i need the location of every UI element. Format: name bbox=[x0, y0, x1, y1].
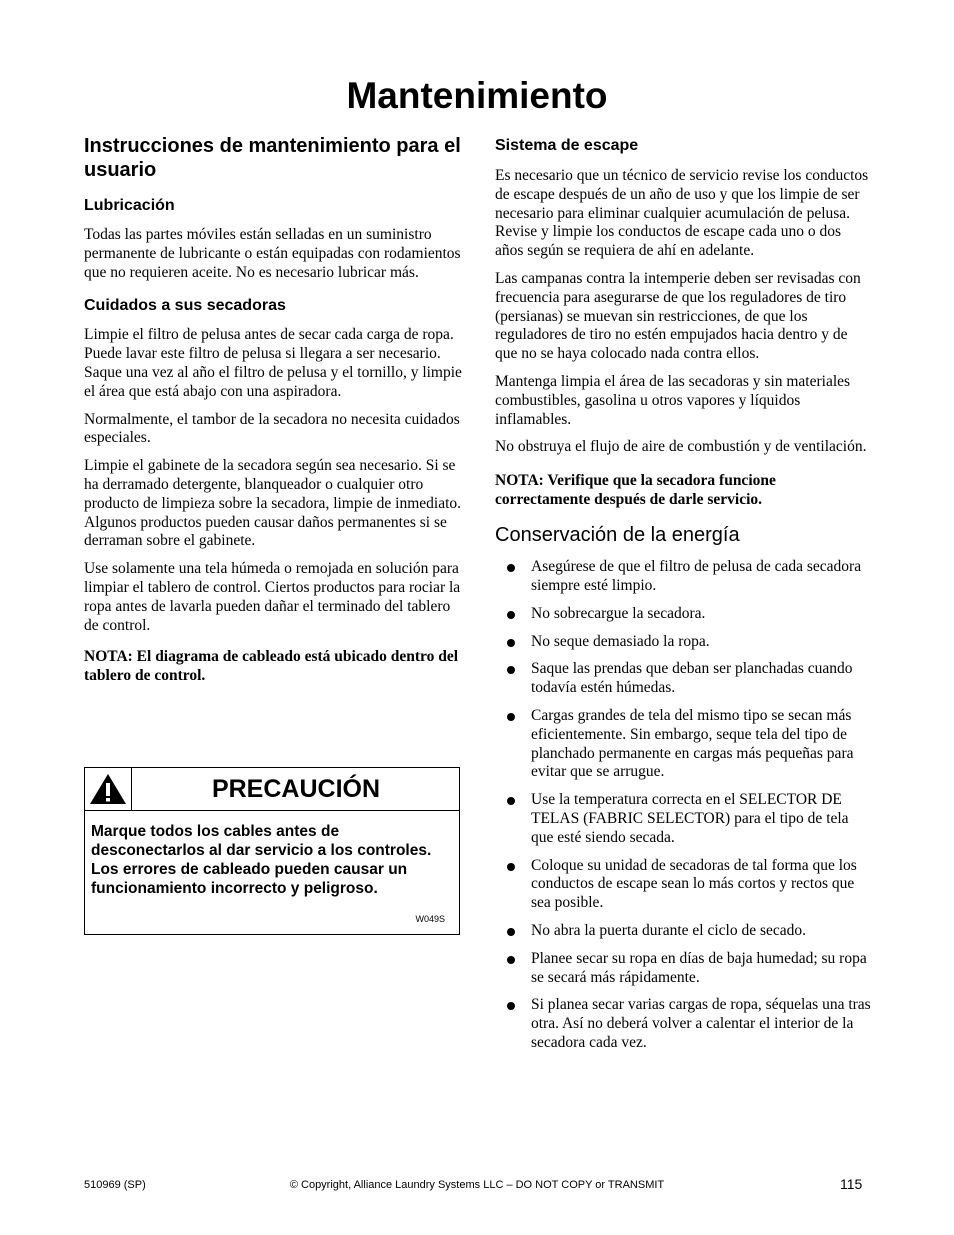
warning-triangle-icon bbox=[88, 772, 128, 806]
caution-icon-cell bbox=[85, 768, 132, 810]
bullet-icon bbox=[507, 956, 515, 964]
energy-tips-list bbox=[495, 558, 873, 1053]
paragraph-care-1: Limpie el filtro de pelusa antes de secar cada carga de ropa. Puede lavar este filtro de pelusa si llegara a ser necesario. Saque una vez al año el filtro de pelusa y el tornillo, y limpie el área que está abajo con una aspiradora. bbox=[84, 326, 462, 400]
paragraph-care-3: Limpie el gabinete de la secadora según sea necesario. Si se ha derramado detergente, blanqueador o cualquier otro producto de limpieza sobre la secadora, limpie de inmediato. Algunos productos pueden causar daños permanentes si se derraman sobre el gabinete. bbox=[84, 457, 462, 550]
note-verify-service: NOTA: Verifique que la secadora funcione correctamente después de darle servicio. bbox=[495, 472, 776, 509]
section-heading-energy-conservation: Conservación de la energía bbox=[495, 524, 740, 547]
footer-page-number: 115 bbox=[840, 1176, 863, 1192]
list-item bbox=[495, 605, 873, 624]
bullet-icon bbox=[507, 863, 515, 871]
list-item-text: Si planea secar varias cargas de ropa, séquelas una tras otra. Así no deberá volver a calentar el interior de la secadora cada vez. bbox=[531, 996, 871, 1051]
note-wiring-diagram: NOTA: El diagrama de cableado está ubicado dentro del tablero de control. bbox=[84, 648, 459, 685]
paragraph-exhaust-2: Las campanas contra la intemperie deben ser revisadas con frecuencia para asegurarse de que los reguladores de tiro (persianas) se muevan sin restricciones, de que los reguladores de tiro no estén empujados hacia dentro y de que no se haya colocado nada contra ellos. bbox=[495, 269, 861, 363]
list-item bbox=[495, 633, 873, 652]
bullet-icon bbox=[507, 928, 515, 936]
left-column bbox=[84, 134, 464, 685]
bullet-icon bbox=[507, 611, 515, 619]
caution-text: Marque todos los cables antes de desconectarlos al dar servicio a los controles. Los errores de cableado pueden causar un funcionamiento incorrecto y peligroso. bbox=[91, 823, 432, 897]
list-item-text: No seque demasiado la ropa. bbox=[531, 632, 710, 650]
bullet-icon bbox=[507, 564, 515, 572]
list-item-text: Planee secar su ropa en días de baja humedad; su ropa se secará más rápidamente. bbox=[531, 949, 867, 986]
bullet-icon bbox=[507, 797, 515, 805]
list-item-text: Coloque su unidad de secadoras de tal forma que los conductos de escape sean lo más cortos y rectos que sea posible. bbox=[531, 856, 857, 912]
paragraph-lubrication: Todas las partes móviles están selladas en un suministro permanente de lubricante o están equipadas con rodamientos que no requieren aceite. No es necesario lubricar más. bbox=[84, 226, 461, 281]
caution-header bbox=[85, 768, 459, 811]
bullet-icon bbox=[507, 1002, 515, 1010]
bullet-icon bbox=[507, 666, 515, 674]
paragraph-exhaust-3: Mantenga limpia el área de las secadoras y sin materiales combustibles, gasolina u otros vapores y líquidos inflamables. bbox=[495, 372, 851, 428]
subheading-dryer-care: Cuidados a sus secadoras bbox=[84, 297, 286, 315]
paragraph-care-4: Use solamente una tela húmeda o remojada en solución para limpiar el tablero de control. Ciertos productos para rociar la ropa antes de lavarla pueden dañar el terminado del tablero de control. bbox=[84, 560, 461, 634]
page-title: Mantenimiento bbox=[346, 75, 608, 116]
list-item bbox=[495, 996, 873, 1052]
footer-doc-number: 510969 (SP) bbox=[84, 1179, 146, 1191]
list-item-text: Cargas grandes de tela del mismo tipo se secan más eficientemente. Sin embargo, seque tela del tipo de planchado permanente en cargas más pequeñas para evitar que se arrugue. bbox=[531, 706, 854, 781]
list-item bbox=[495, 922, 873, 941]
list-item bbox=[495, 558, 873, 596]
bullet-icon bbox=[507, 713, 515, 721]
subheading-exhaust-system: Sistema de escape bbox=[495, 137, 639, 154]
list-item-text: Asegúrese de que el filtro de pelusa de cada secadora siempre esté limpio. bbox=[531, 558, 862, 594]
list-item bbox=[495, 707, 873, 782]
bullet-icon bbox=[507, 639, 515, 647]
list-item-text: Saque las prendas que deban ser planchadas cuando todavía estén húmedas. bbox=[531, 660, 853, 697]
paragraph-care-2: Normalmente, el tambor de la secadora no necesita cuidados especiales. bbox=[84, 410, 460, 447]
footer-copyright: © Copyright, Alliance Laundry Systems LLC – DO NOT COPY or TRANSMIT bbox=[289, 1179, 665, 1191]
list-item-text: No abra la puerta durante el ciclo de secado. bbox=[531, 921, 806, 939]
subheading-lubrication: Lubricación bbox=[84, 197, 175, 214]
caution-box bbox=[84, 767, 460, 935]
right-column bbox=[495, 136, 873, 1062]
list-item-text: Use la temperatura correcta en el SELECTOR DE TELAS (FABRIC SELECTOR) para el tipo de tela que esté siendo secada. bbox=[531, 791, 849, 846]
list-item bbox=[495, 950, 873, 988]
list-item bbox=[495, 660, 873, 698]
section-heading-user-maintenance: Instrucciones de mantenimiento para el usuario bbox=[84, 135, 461, 181]
paragraph-exhaust-1: Es necesario que un técnico de servicio revise los conductos de escape después de un año de uso y que los limpie de ser necesario para eliminar cualquier acumulación de pelusa. Revise y limpie los conductos de escape cada uno o dos años según se requiera de ahí en adelante. bbox=[495, 167, 869, 260]
paragraph-exhaust-4: No obstruya el flujo de aire de combustión y de ventilación. bbox=[495, 438, 867, 456]
list-item bbox=[495, 857, 873, 913]
list-item bbox=[495, 791, 873, 847]
list-item-text: No sobrecargue la secadora. bbox=[531, 604, 706, 622]
caution-code: W049S bbox=[415, 914, 445, 924]
caution-title: PRECAUCIÓN bbox=[211, 775, 381, 803]
